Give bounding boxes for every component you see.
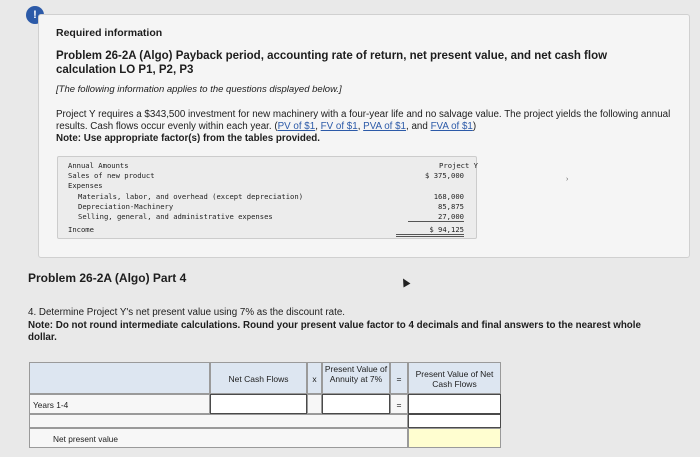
row-selling-label: Selling, general, and administrative expenses: [78, 212, 273, 221]
row-materials-label: Materials, labor, and overhead (except depreciation): [78, 192, 304, 201]
times-symbol: x: [312, 374, 317, 384]
pv-annuity-factor-input[interactable]: [322, 394, 390, 414]
row-materials-value: 168,000: [433, 192, 464, 201]
header-times-cell: [307, 362, 322, 394]
alert-icon: !: [26, 6, 44, 24]
header-pv-net: Present Value of Net Cash Flows: [415, 369, 494, 389]
header-blank-cell: [29, 362, 210, 394]
question-note: Note: Do not round intermediate calculations. Round your present value factor to 4 decimals and final answers to the nearest whole dollar.: [28, 320, 641, 343]
row-income-value: $ 94,125: [396, 225, 464, 237]
times-blank-cell: [307, 394, 322, 414]
part-title: Problem 26-2A (Algo) Part 4: [28, 271, 187, 285]
row-depreciation-label: Depreciation-Machinery: [78, 202, 174, 211]
link-fv-of-1[interactable]: FV of $1: [320, 121, 358, 132]
annual-amounts-table: [57, 156, 477, 239]
required-information-title: Required information: [56, 27, 163, 39]
row-income-label: Income: [68, 225, 94, 234]
link-fva-of-1[interactable]: FVA of $1: [430, 121, 473, 132]
amounts-title: Annual Amounts: [68, 161, 129, 170]
header-pv-annuity-cell: [322, 362, 390, 394]
row-sales-label: Sales of new product: [68, 171, 155, 180]
problem-title: Problem 26-2A (Algo) Payback period, accounting rate of return, net present value, and net cash flow calculation LO P1, P2, P3: [56, 50, 608, 76]
project-description: Project Y requires a $343,500 investment for new machinery with a four-year life and no salvage value. The project yields the following annual results. Cash flows occur evenly within each year. (PV of $1, FV of $1, PVA of $1, and FVA of $1) Note: Use appropriate factor(s) from the tables provided.: [56, 109, 671, 144]
investment-input[interactable]: [408, 414, 501, 428]
blank-row-cell: [29, 414, 408, 428]
net-present-value-input[interactable]: [408, 428, 501, 448]
row-expenses-label: Expenses: [68, 181, 103, 190]
link-and: and: [411, 121, 428, 132]
equals-row-symbol: =: [396, 400, 402, 410]
project-header: Project Y: [439, 161, 478, 170]
row-selling-value: 27,000: [408, 212, 464, 222]
row-sales-value: $ 375,000: [425, 171, 464, 180]
header-equals-cell: [390, 362, 408, 394]
equals-row-cell: [390, 394, 408, 414]
mouse-cursor-icon: [400, 277, 411, 288]
chevron-right-icon: ›: [566, 176, 569, 183]
header-pv-net-cell: [408, 362, 501, 394]
project-text: Project Y requires a $343,500 investment for new machinery with a four-year life and no salvage value. The project yields the following annual results. Cash flows occur evenly within each year.: [56, 109, 671, 132]
link-pva-of-1[interactable]: PVA of $1: [363, 121, 407, 132]
npv-label: Net present value: [53, 434, 119, 444]
header-cash-flows: Net Cash Flows: [228, 374, 289, 384]
years-label-cell: [29, 394, 210, 414]
npv-table: [29, 362, 501, 457]
header-pv-annuity: Present Value of Annuity at 7%: [324, 364, 388, 384]
header-cash-flows-cell: [210, 362, 307, 394]
years-label: Years 1-4: [33, 400, 69, 410]
net-cash-flows-input[interactable]: [210, 394, 307, 414]
question-text: 4. Determine Project Y's net present value using 7% as the discount rate.: [28, 307, 345, 318]
row-depreciation-value: 85,875: [438, 202, 464, 211]
equals-symbol: =: [396, 374, 402, 384]
pv-net-cash-flows-input[interactable]: [408, 394, 501, 414]
link-pv-of-1[interactable]: PV of $1: [277, 121, 316, 132]
npv-label-cell: [29, 428, 408, 448]
factor-note: Note: Use appropriate factor(s) from the tables provided.: [56, 133, 321, 144]
info-note: [The following information applies to the questions displayed below.]: [56, 84, 342, 95]
